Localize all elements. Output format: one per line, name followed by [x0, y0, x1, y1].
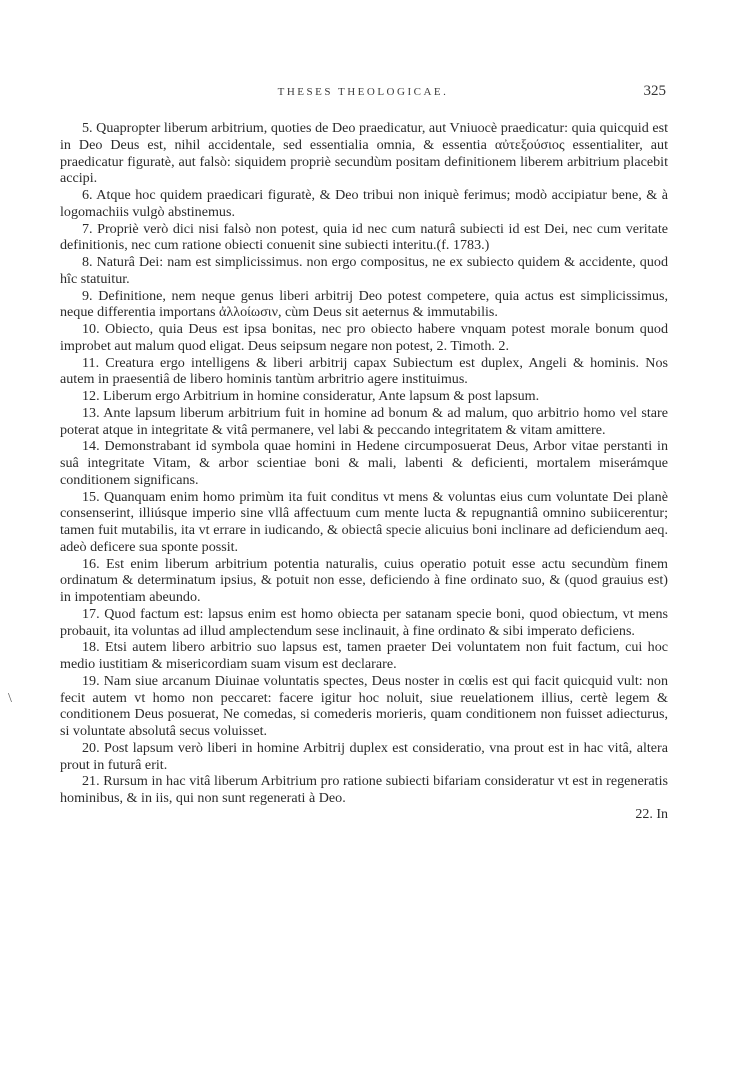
paragraph-16: 16. Est enim liberum arbitrium potentia naturalis, cuius operatio potuit esse actu secundùm finem ordinatum & determinatum ipsius, & potuit non esse, deficiendo à fine ordinato suo, & (quod grauius est) in impotentiam abeundo. — [60, 555, 668, 605]
paragraph-20: 20. Post lapsum verò liberi in homine Arbitrij duplex est consideratio, vna prout est in hac vitâ, altera prout in futurâ erit. — [60, 739, 668, 773]
margin-mark: \ — [8, 691, 12, 706]
paragraph-9: 9. Definitione, nem neque genus liberi arbitrij Deo potest competere, quia actus est simplicissimus, neque differentia importans ἀλλοίωσιν, cùm Deus sit aeternus & immutabilis. — [60, 287, 668, 321]
page-header — [60, 83, 666, 108]
paragraph-10: 10. Obiecto, quia Deus est ipsa bonitas, nec pro obiecto habere vnquam potest morale bonum quod improbet aut malum quod eligat. Deus seipsum negare non potest, 2. Timoth. 2. — [60, 321, 668, 354]
page-number: 325 — [643, 83, 666, 99]
paragraph-13: 13. Ante lapsum liberum arbitrium fuit in homine ad bonum & ad malum, quo arbitrio homo vel stare poterat atque in integritate & vitâ permanere, vel labi & peccando integritatem & vitam amittere. — [60, 404, 668, 438]
body-text — [60, 120, 668, 824]
paragraph-12: 12. Liberum ergo Arbitrium in homine consideratur, Ante lapsum & post lapsum. — [82, 388, 540, 404]
paragraph-5: 5. Quapropter liberum arbitrium, quoties de Deo praedicatur, aut Vniuocè praedicatur: quia quicquid est in Deo Deus est, nihil accidentale, sed essentialia omnia, & essentia αὐτεξούσιος essentialiter, aut praedicatur figuratè, aut falsò: siquidem propriè secundùm positam definitionem liberem arbitrium placebit accipi. — [60, 120, 668, 187]
paragraph-19: 19. Nam siue arcanum Diuinae voluntatis spectes, Deus noster in cœlis est qui facit quicquid vult: non fecit autem vt homo non peccaret: facere igitur hoc noluit, siue reuelationem illius, certè legem & conditionem Deus posuerat, Ne comedas, si comederis morieris, quam conditionem non fuisset adiecturus, si voluntate absolutâ secus voluisset. — [60, 672, 668, 739]
paragraph-8: 8. Naturâ Dei: nam est simplicissimus. non ergo compositus, ne ex subiecto quidem & accidente, quod hîc statuitur. — [60, 254, 668, 287]
catchword: 22. In — [635, 806, 668, 822]
paragraph-14: 14. Demonstrabant id symbola quae homini in Hedene circumposuerat Deus, Arbor vitae perstanti in suâ integritate Vitam, & arbor scientiae boni & mali, labenti & deficienti, mortalem miserámque conditionem significans. — [60, 438, 668, 488]
running-title: THESES THEOLOGICAE. — [277, 86, 449, 98]
paragraph-7: 7. Propriè verò dici nisi falsò non potest, quia id nec cum naturâ subiecti id est Dei, nec cum veritate definitionis, nec cum ratione obiecti conuenit sine subiecti interitu.(f. 1783.) — [60, 220, 668, 254]
paragraph-6: 6. Atque hoc quidem praedicari figuratè, & Deo tribui non iniquè ferimus; modò accipiatur bene, & à logomachiis vulgò abstinemus. — [60, 187, 668, 220]
paragraph-18: 18. Etsi autem libero arbitrio suo lapsus est, tamen praeter Dei voluntatem non fuit factum, cui hoc medio iustitiam & misericordiam suam visum est declarare. — [60, 639, 668, 672]
paragraph-21: 21. Rursum in hac vitâ liberum Arbitrium pro ratione subiecti bifariam consideratur vt est in regeneratis hominibus, & in iis, qui non sunt regenerati à Deo. — [60, 773, 668, 806]
paragraph-11: 11. Creatura ergo intelligens & liberi arbitrij capax Subiectum est duplex, Angeli & hominis. Nos autem in praesentiâ de libero hominis tantùm arbritrio agere instituimus. — [60, 354, 668, 388]
paragraph-17: 17. Quod factum est: lapsus enim est homo obiecta per satanam specie boni, quod obiectum, vt mens probauit, ita voluntas ad illud amplectendum sese inclinauit, à fine ordinato & sibi imperato deficiens. — [60, 605, 668, 639]
paragraph-15: 15. Quanquam enim homo primùm ita fuit conditus vt mens & voluntas eius cum voluntate Dei planè consenserint, illiúsque imperio sine vllâ affectuum cum mente lucta & repugnantiâ omnino subiicerentur; tamen fuit mutabilis, ita vt errare in iudicando, & obiectâ specie alicuius boni inclinare ad deficiendum aeq. adeò deficere sua sponte possit. — [60, 488, 668, 555]
